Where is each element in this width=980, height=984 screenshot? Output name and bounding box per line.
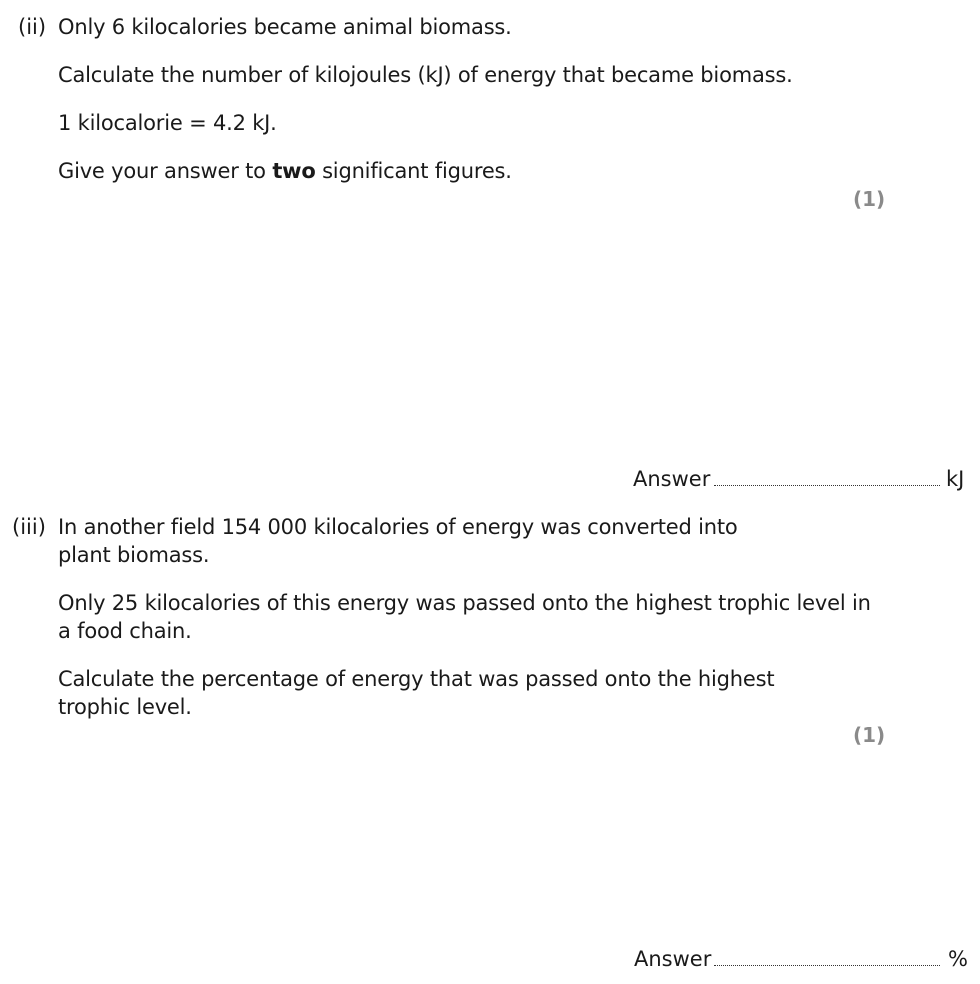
part-ii-sigfig-instruction: Give your answer to two significant figures. <box>58 159 512 183</box>
part-ii-conversion: 1 kilocalorie = 4.2 kJ. <box>58 111 277 135</box>
part-ii-number: (ii) <box>18 15 47 39</box>
part-iii-number: (iii) <box>12 515 46 539</box>
emphasis-two: two <box>272 159 316 183</box>
part-ii-answer-label: Answer <box>633 467 711 491</box>
part-iii-instruction-line2: trophic level. <box>58 695 192 719</box>
part-iii-answer-line[interactable] <box>714 965 940 966</box>
part-ii-answer-unit: kJ <box>946 467 965 491</box>
part-iii-marks: (1) <box>853 723 886 747</box>
part-ii-statement: Only 6 kilocalories became animal biomass. <box>58 15 512 39</box>
part-iii-data-line1: Only 25 kilocalories of this energy was passed onto the highest trophic level in <box>58 591 871 615</box>
part-iii-answer-unit: % <box>948 947 968 971</box>
part-iii-instruction-line1: Calculate the percentage of energy that was passed onto the highest <box>58 667 775 691</box>
part-iii-context-line2: plant biomass. <box>58 543 210 567</box>
part-ii-instruction: Calculate the number of kilojoules (kJ) of energy that became biomass. <box>58 63 793 87</box>
part-iii-context-line1: In another field 154 000 kilocalories of energy was converted into <box>58 515 738 539</box>
part-ii-marks: (1) <box>853 187 886 211</box>
part-ii-answer-line[interactable] <box>714 485 940 486</box>
part-iii-answer-label: Answer <box>634 947 712 971</box>
part-iii-data-line2: a food chain. <box>58 619 192 643</box>
